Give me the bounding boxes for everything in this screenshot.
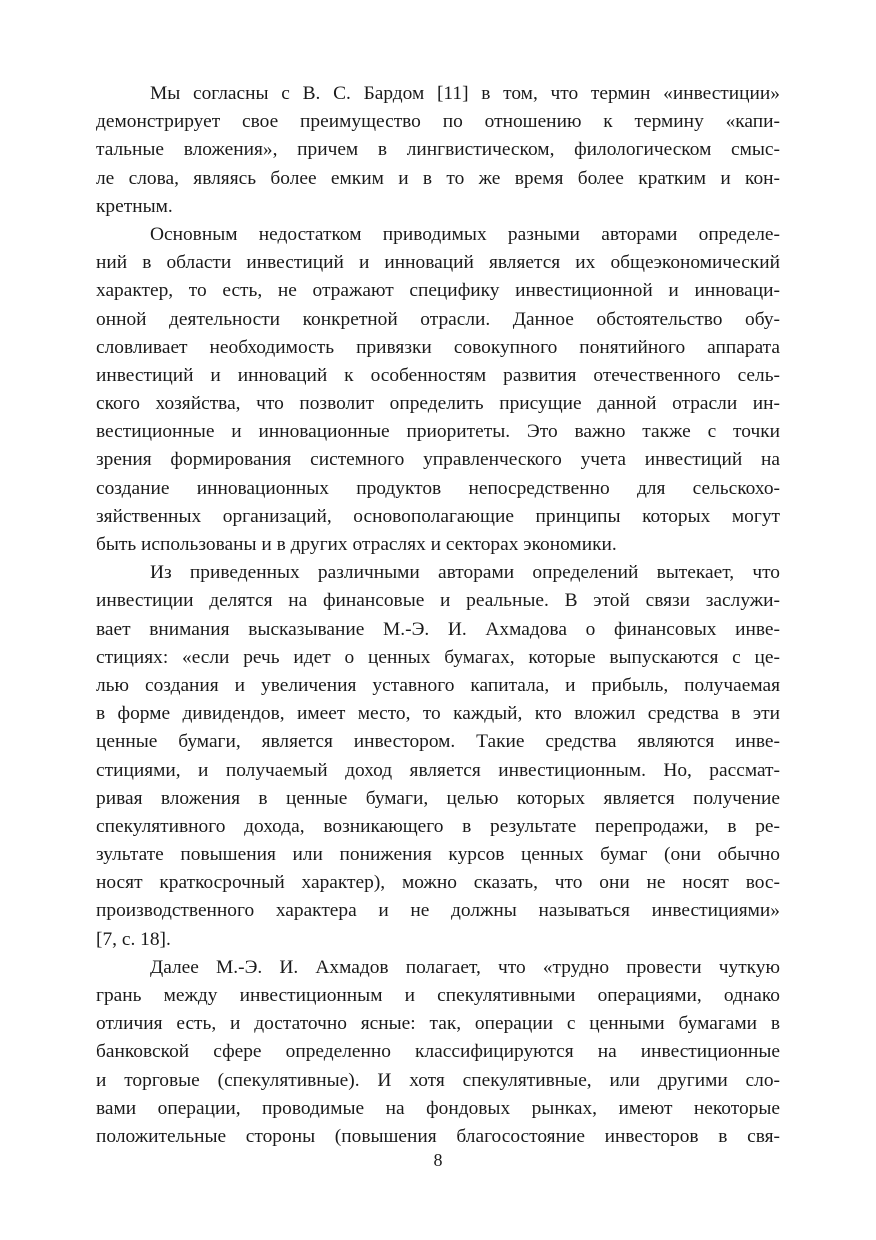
text-line: ний в области инвестиций и инноваций является их общеэкономический	[96, 252, 780, 274]
text-line: вестиционные и инновационные приоритеты. Это важно также с точки	[96, 421, 780, 443]
text-line: стициями, и получаемый доход является инвестиционным. Но, рассмат-	[96, 759, 780, 781]
text-line: вает внимания высказывание М.-Э. И. Ахмадова о финансовых инве-	[96, 618, 780, 640]
text-line: инвестиций и инноваций к особенностям развития отечественного сель-	[96, 364, 780, 386]
text-line: онной деятельности конкретной отрасли. Данное обстоятельство обу-	[96, 308, 780, 330]
paragraph-3	[96, 559, 780, 954]
text-line: стициях: «если речь идет о ценных бумагах, которые выпускаются с це-	[96, 646, 780, 668]
text-line: Далее М.-Э. И. Ахмадов полагает, что «трудно провести чуткую	[150, 956, 780, 978]
text-line: лью создания и увеличения уставного капитала, и прибыль, получаемая	[96, 674, 780, 696]
paragraph-2	[96, 221, 780, 559]
text-line: Основным недостатком приводимых разными авторами определе-	[150, 223, 780, 245]
text-line: в форме дивидендов, имеет место, то каждый, кто вложил средства в эти	[96, 703, 780, 725]
text-line: характер, то есть, не отражают специфику инвестиционной и инноваци-	[96, 280, 780, 302]
text-line: зяйственных организаций, основополагающие принципы которых могут	[96, 505, 780, 527]
text-line: носят краткосрочный характер), можно сказать, что они не носят вос-	[96, 872, 780, 894]
text-line: отличия есть, и достаточно ясные: так, операции с ценными бумагами в	[96, 1013, 780, 1035]
page-number: 8	[433, 1150, 443, 1170]
text-line: демонстрирует свое преимущество по отношению к термину «капи-	[96, 111, 780, 133]
paragraph-1	[96, 80, 780, 221]
text-line: Мы согласны с В. С. Бардом [11] в том, что термин «инвестиции»	[150, 83, 780, 104]
text-line: [7, с. 18].	[96, 928, 171, 950]
text-line: ского хозяйства, что позволит определить присущие данной отрасли ин-	[96, 393, 780, 415]
text-line: спекулятивного дохода, возникающего в результате перепродажи, в ре-	[96, 815, 780, 837]
text-line: зрения формирования системного управленческого учета инвестиций на	[96, 449, 780, 471]
text-line: ле слова, являясь более емким и в то же время более кратким и кон-	[96, 167, 780, 189]
text-line: ривая вложения в ценные бумаги, целью которых является получение	[96, 787, 780, 809]
text-line: ценные бумаги, является инвестором. Такие средства являются инве-	[96, 731, 780, 753]
text-line: и торговые (спекулятивные). И хотя спекулятивные, или другими сло-	[96, 1069, 780, 1091]
text-line: производственного характера и не должны называться инвестициями»	[96, 900, 780, 922]
text-line: словливает необходимость привязки совокупного понятийного аппарата	[96, 336, 780, 358]
text-line: положительные стороны (повышения благосостояние инвесторов в свя-	[96, 1125, 780, 1147]
text-line: банковской сфере определенно классифицируются на инвестиционные	[96, 1041, 780, 1063]
text-line: грань между инвестиционным и спекулятивными операциями, однако	[96, 985, 780, 1006]
text-line: кретным.	[96, 195, 173, 217]
text-line: зультате повышения или понижения курсов ценных бумаг (они обычно	[96, 844, 780, 866]
text-line: Из приведенных различными авторами определений вытекает, что	[150, 562, 780, 584]
body-text	[96, 80, 780, 1151]
text-line: инвестиции делятся на финансовые и реальные. В этой связи заслужи-	[96, 590, 780, 612]
text-line: тальные вложения», причем в лингвистическом, филологическом смыс-	[96, 139, 780, 161]
text-line: быть использованы и в других отраслях и секторах экономики.	[96, 534, 617, 555]
text-line: вами операции, проводимые на фондовых рынках, имеют некоторые	[96, 1097, 780, 1119]
text-line: создание инновационных продуктов непосредственно для сельскохо-	[96, 477, 780, 499]
paragraph-4	[96, 954, 780, 1151]
